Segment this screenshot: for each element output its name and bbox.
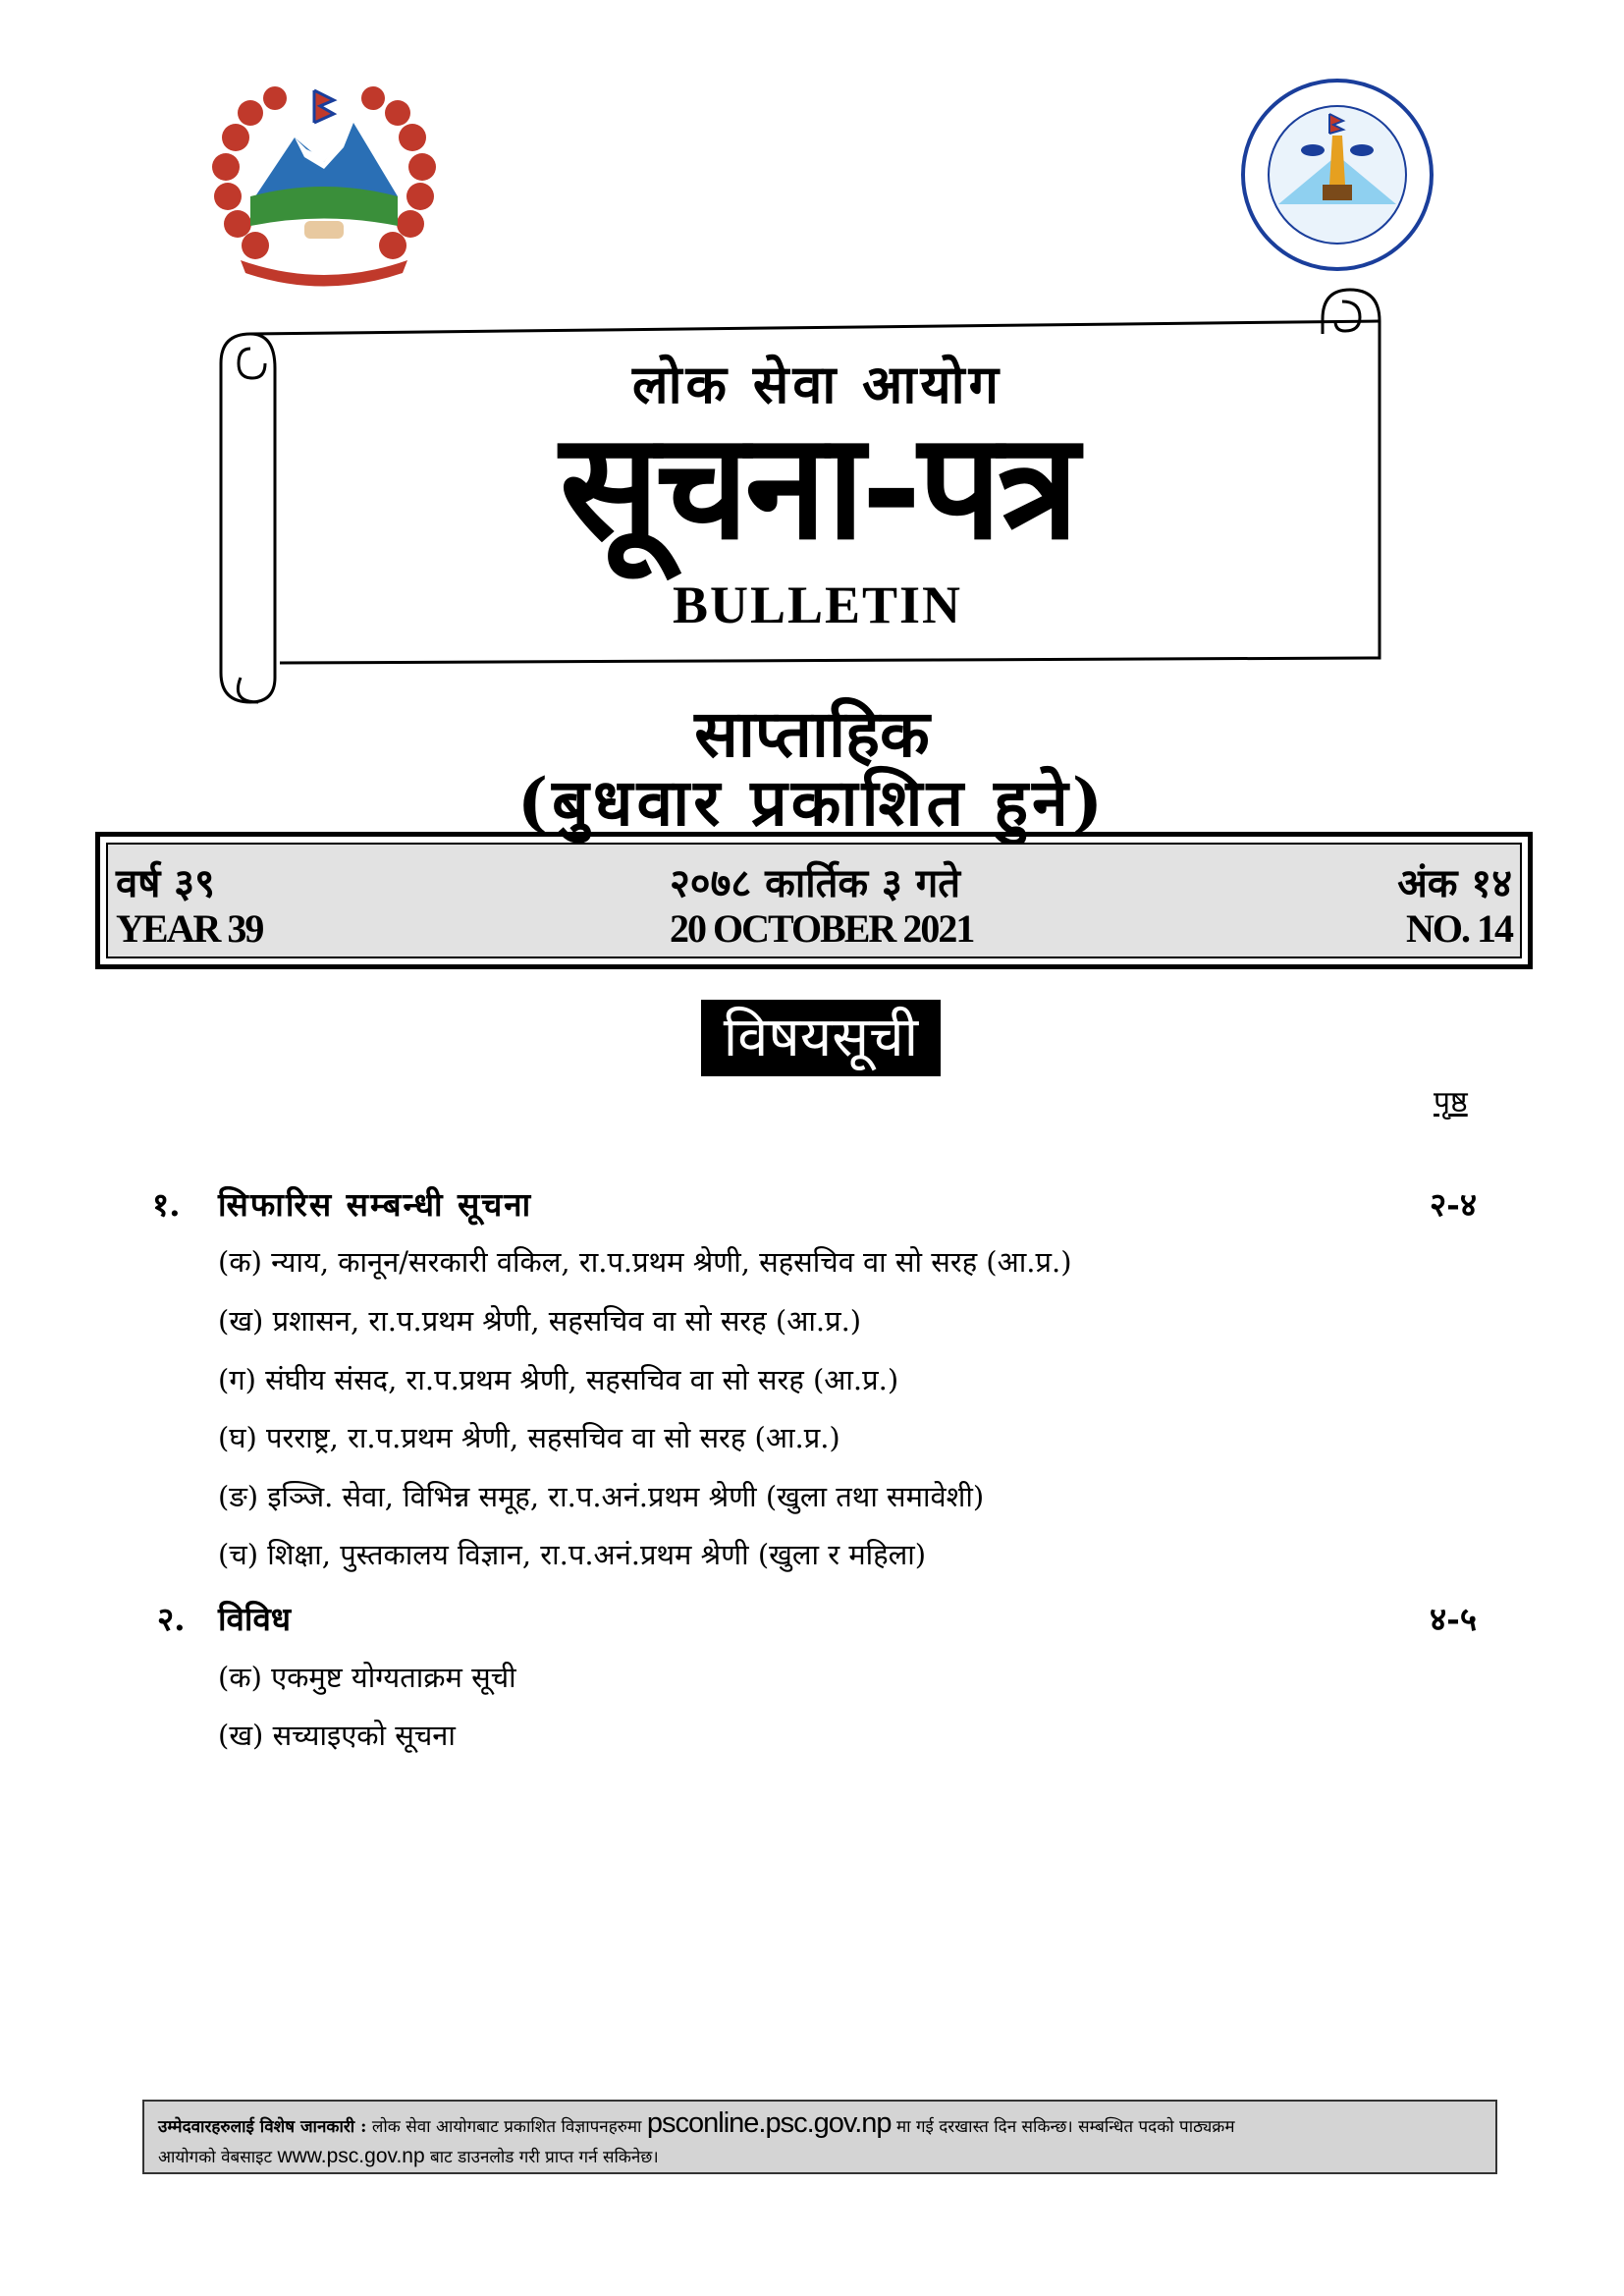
notice-text: बाट डाउनलोड गरी प्राप्त गर्न सकिनेछ।	[430, 2148, 659, 2167]
date-nepali: २०७८ कार्तिक ३ गते	[670, 860, 961, 906]
section-title: सिफारिस सम्बन्धी सूचना	[218, 1185, 533, 1224]
toc-item: (क) न्याय, कानून/सरकारी वकिल, रा.प.प्रथम श्रेणी, सहसचिव वा सो सरह (आ.प्र.)	[218, 1245, 1072, 1279]
frequency-label: साप्ताहिक	[694, 695, 930, 772]
section-number: १.	[152, 1185, 181, 1224]
bulletin-title: सूचना-पत्र	[559, 400, 1075, 573]
notice-label: उम्मेदवारहरुलाई विशेष जानकारी :	[158, 2117, 367, 2137]
issue-english: NO. 14	[1406, 906, 1512, 951]
toc-item: (ख) सच्याइएको सूचना	[218, 1719, 456, 1752]
bulletin-title-english: BULLETIN	[672, 575, 963, 634]
psc-logo	[1239, 77, 1435, 273]
issue-nepali: अंक १४	[1397, 860, 1512, 906]
toc-item: (ङ) इञ्जि. सेवा, विभिन्न समूह, रा.प.अनं.प्रथम श्रेणी (खुला तथा समावेशी)	[218, 1480, 985, 1513]
issue-info-box	[95, 832, 1533, 969]
toc-item: (क) एकमुष्ट योग्यताक्रम सूची	[218, 1661, 516, 1694]
issue-info-panel	[106, 843, 1522, 958]
notice-text: लोक सेवा आयोगबाट प्रकाशित विज्ञापनहरुमा	[371, 2117, 642, 2137]
online-application-link[interactable]: psconline.psc.gov.np	[646, 2107, 892, 2139]
section-pages: २-४	[1429, 1185, 1477, 1224]
organization-name: लोक सेवा आयोग	[631, 353, 1003, 415]
page-column-header: पृष्ठ	[1434, 1085, 1468, 1120]
nepal-emblem	[196, 79, 452, 290]
toc-item: (ख) प्रशासन, रा.प.प्रथम श्रेणी, सहसचिव वा सो सरह (आ.प्र.)	[218, 1304, 862, 1338]
toc-item: (च) शिक्षा, पुस्तकालय विज्ञान, रा.प.अनं.प्रथम श्रेणी (खुला र महिला)	[218, 1538, 927, 1571]
section-title: विविध	[218, 1600, 292, 1638]
candidate-notice	[142, 2100, 1497, 2174]
toc-item: (ग) संघीय संसद, रा.प.प्रथम श्रेणी, सहसचिव वा सो सरह (आ.प्र.)	[218, 1363, 899, 1396]
year-nepali: वर्ष ३९	[116, 860, 215, 906]
frequency-note: (बुधवार प्रकाशित हुने)	[516, 764, 1108, 841]
toc-item: (घ) परराष्ट्र, रा.प.प्रथम श्रेणी, सहसचिव वा सो सरह (आ.प्र.)	[218, 1421, 840, 1454]
notice-text: आयोगको वेबसाइट	[158, 2148, 273, 2167]
section-number: २.	[157, 1600, 186, 1638]
section-pages: ४-५	[1429, 1600, 1477, 1638]
website-link[interactable]: www.psc.gov.np	[277, 2145, 425, 2167]
date-english: 20 OCTOBER 2021	[670, 906, 974, 951]
year-english: YEAR 39	[116, 906, 263, 951]
notice-text: मा गई दरखास्त दिन सकिन्छ। सम्बन्धित पदको पाठ्यक्रम	[895, 2117, 1235, 2137]
toc-title: विषयसूची	[701, 1000, 941, 1076]
